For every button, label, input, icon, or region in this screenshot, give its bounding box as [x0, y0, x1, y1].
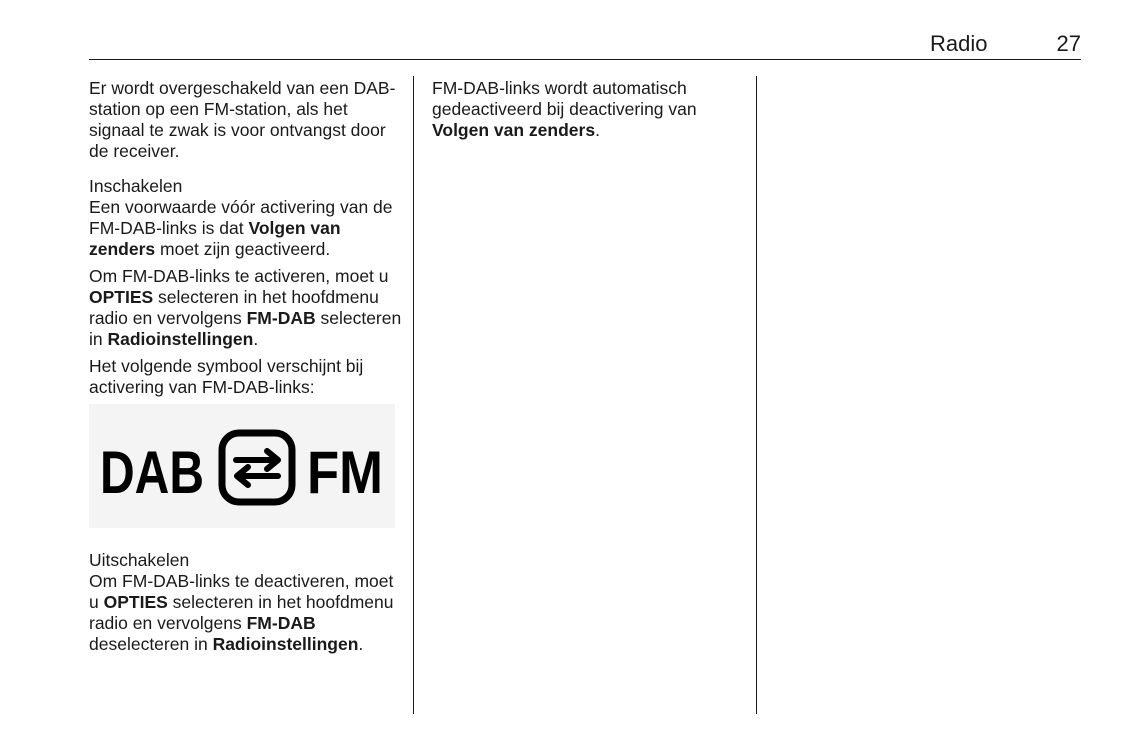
intro-paragraph: Er wordt overgeschakeld van een DAB-station op een FM-station, als het signaal te zwak is voor ontvangst door de receiver.	[89, 78, 396, 161]
header-rule	[89, 59, 1081, 60]
term-radioinstellingen: Radioinstellingen	[107, 329, 254, 349]
enable-paragraph-2: Om FM-DAB-links te activeren, moet u OPTIES selecteren in het hoofdmenu radio en vervolgens FM-DAB selecteren in Radioinstellingen.	[89, 266, 402, 349]
column-divider-2	[756, 76, 757, 714]
column-2	[432, 78, 732, 147]
column-divider-1	[413, 76, 414, 714]
term-volgen-van-zenders-2: Volgen van zenders	[432, 120, 596, 140]
disable-heading: Uitschakelen	[89, 550, 190, 570]
page-number: 27	[1056, 31, 1081, 56]
term-radioinstellingen-2: Radioinstellingen	[212, 634, 359, 654]
disable-paragraph-1: Om FM-DAB-links te deactiveren, moet u OPTIES selecteren in het hoofdmenu radio en vervolgens FM-DAB deselecteren in Radioinstellingen.	[89, 571, 394, 654]
enable-heading: Inschakelen	[89, 176, 183, 196]
enable-paragraph-1: Een voorwaarde vóór activering van de FM-DAB-links is dat Volgen van zenders moet zijn geactiveerd.	[89, 197, 393, 259]
term-fm-dab: FM-DAB	[246, 308, 316, 328]
swap-arrows-icon	[222, 433, 292, 502]
term-fm-dab-2: FM-DAB	[246, 613, 316, 633]
symbol-dab-text: DAB	[100, 439, 204, 506]
section-title: Radio	[930, 31, 988, 56]
term-opties: OPTIES	[89, 287, 154, 307]
enable-paragraph-3: Het volgende symbool verschijnt bij activering van FM-DAB-links:	[89, 356, 364, 397]
deactivation-paragraph: FM-DAB-links wordt automatisch gedeactiveerd bij deactivering van Volgen van zenders.	[432, 78, 697, 140]
term-opties-2: OPTIES	[103, 592, 168, 612]
column-1	[89, 78, 403, 661]
symbol-fm-text: FM	[307, 439, 383, 506]
fm-dab-symbol	[89, 404, 395, 528]
term-volgen-van-zenders: Volgen van zenders	[89, 218, 341, 259]
